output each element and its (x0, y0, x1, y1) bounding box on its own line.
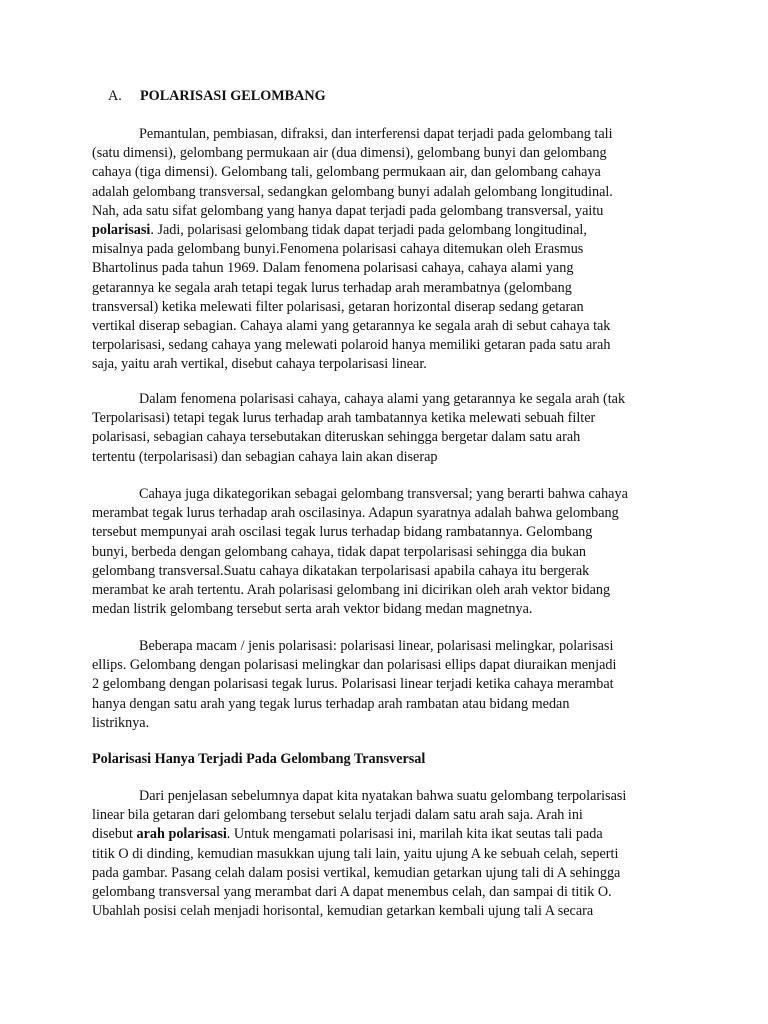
text-line: polarisasi, sebagian cahaya tersebutakan diteruskan sehingga bergetar dalam satu arah (92, 429, 581, 446)
text-line: 2 gelombang dengan polarisasi tegak lurus. Polarisasi linear terjadi ketika cahaya merambat (92, 676, 614, 693)
text-line: vertikal diserap sebagian. Cahaya alami yang getarannya ke segala arah di sebut cahaya tak (92, 318, 611, 335)
section-letter: A. (108, 88, 122, 104)
text-line: linear bila getaran dari gelombang tersebut selalu terjadi dalam satu arah saja. Arah ini (92, 807, 583, 824)
text-fragment: disebut (92, 826, 133, 843)
text-line: medan listrik gelombang tersebut serta arah vektor bidang medan magnetnya. (92, 601, 533, 618)
text-line: Dalam fenomena polarisasi cahaya, cahaya alami yang getarannya ke segala arah (tak (139, 391, 626, 407)
text-line: getarannya ke segala arah tetapi tegak lurus terhadap arah merambatnya (gelombang (92, 279, 572, 296)
text-line: hanya dengan satu arah yang tegak lurus terhadap arah rambatan atau bidang medan (92, 695, 570, 712)
paragraph-5 (92, 787, 676, 921)
text-line: transversal) ketika melewati filter polarisasi, getaran horizontal diserap sedang getaran (92, 298, 584, 315)
text-line: ellips. Gelombang dengan polarisasi melingkar dan polarisasi ellips dapat diuraikan menjadi (92, 657, 617, 674)
text-line: pada gambar. Pasang celah dalam posisi vertikal, kemudian getarkan ujung tali di A sehingga (92, 864, 621, 881)
text-line (92, 825, 676, 844)
bold-term: polarisasi (92, 222, 151, 239)
text-line: cahaya (tiga dimensi). Gelombang tali, gelombang permukaan air, dan gelombang cahaya (92, 164, 601, 181)
text-line: Pemantulan, pembiasan, difraksi, dan interferensi dapat terjadi pada gelombang tali (139, 126, 613, 142)
text-line: listriknya. (92, 714, 150, 731)
text-line: merambat ke arah tertentu. Arah polarisasi gelombang ini dicirikan oleh arah vektor bidang (92, 582, 611, 599)
text-line: Ubahlah posisi celah menjadi horisontal, kemudian getarkan kembali ujung tali A secara (92, 903, 594, 920)
text-line: gelombang transversal yang merambat dari A dapat menembus celah, dan sampai di titik O. (92, 884, 612, 901)
paragraph-1 (92, 125, 676, 375)
text-line: tertentu (terpolarisasi) dan sebagian cahaya lain akan diserap (92, 448, 438, 465)
paragraph-4 (92, 637, 676, 733)
text-line: merambat tegak lurus terhadap arah oscilasinya. Adapun syaratnya adalah bahwa gelombang (92, 505, 619, 522)
section-heading (108, 86, 326, 106)
text-line: titik O di dinding, kemudian masukkan ujung tali lain, yaitu ujung A ke sebuah celah, seperti (92, 845, 619, 862)
text-line: Terpolarisasi) tetapi tegak lurus terhadap arah tambatannya ketika melewati sebuah filter (92, 410, 596, 427)
text-line: saja, yaitu arah vertikal, disebut cahaya terpolarisasi linear. (92, 356, 427, 373)
text-line: adalah gelombang transversal, sedangkan gelombang bunyi adalah gelombang longitudinal. (92, 183, 613, 200)
text-line: polarisasi. Jadi, polarisasi gelombang tidak dapat terjadi pada gelombang longitudinal, (92, 222, 587, 239)
text-fragment: Jadi, polarisasi gelombang tidak dapat terjadi pada gelombang longitudinal, (157, 222, 587, 239)
text-line: (satu dimensi), gelombang permukaan air (dua dimensi), gelombang bunyi dan gelombang (92, 145, 607, 162)
text-line: Dari penjelasan sebelumnya dapat kita nyatakan bahwa suatu gelombang terpolarisasi (139, 788, 627, 804)
text-line: Nah, ada satu sifat gelombang yang hanya dapat terjadi pada gelombang transversal, yaitu (92, 202, 604, 219)
text-line: Beberapa macam / jenis polarisasi: polarisasi linear, polarisasi melingkar, polarisasi (139, 638, 614, 654)
text-line: terpolarisasi, sedang cahaya yang melewati polaroid hanya memiliki getaran pada satu arah (92, 337, 611, 354)
bold-term: arah polarisasi (136, 826, 227, 843)
paragraph-2 (92, 390, 676, 467)
text-line: Bhartolinus pada tahun 1969. Dalam fenomena polarisasi cahaya, cahaya alami yang (92, 260, 574, 277)
text-line: misalnya pada gelombang bunyi.Fenomena polarisasi cahaya ditemukan oleh Erasmus (92, 241, 584, 258)
text-line: Cahaya juga dikategorikan sebagai gelombang transversal; yang berarti bahwa cahaya (139, 486, 628, 502)
text-fragment: . Untuk mengamati polarisasi ini, marilah kita ikat seutas tali pada (226, 826, 603, 843)
subheading: Polarisasi Hanya Terjadi Pada Gelombang Transversal (92, 751, 426, 767)
text-line: tersebut mempunyai arah oscilasi tegak lurus terhadap bidang rambatannya. Gelombang (92, 524, 593, 541)
section-title: POLARISASI GELOMBANG (140, 88, 326, 104)
text-line: bunyi, berbeda dengan gelombang cahaya, tidak dapat terpolarisasi sehingga dia bukan (92, 543, 587, 560)
paragraph-3 (92, 485, 676, 619)
text-line: gelombang transversal.Suatu cahaya dikatakan terpolarisasi apabila cahaya itu bergerak (92, 562, 590, 579)
